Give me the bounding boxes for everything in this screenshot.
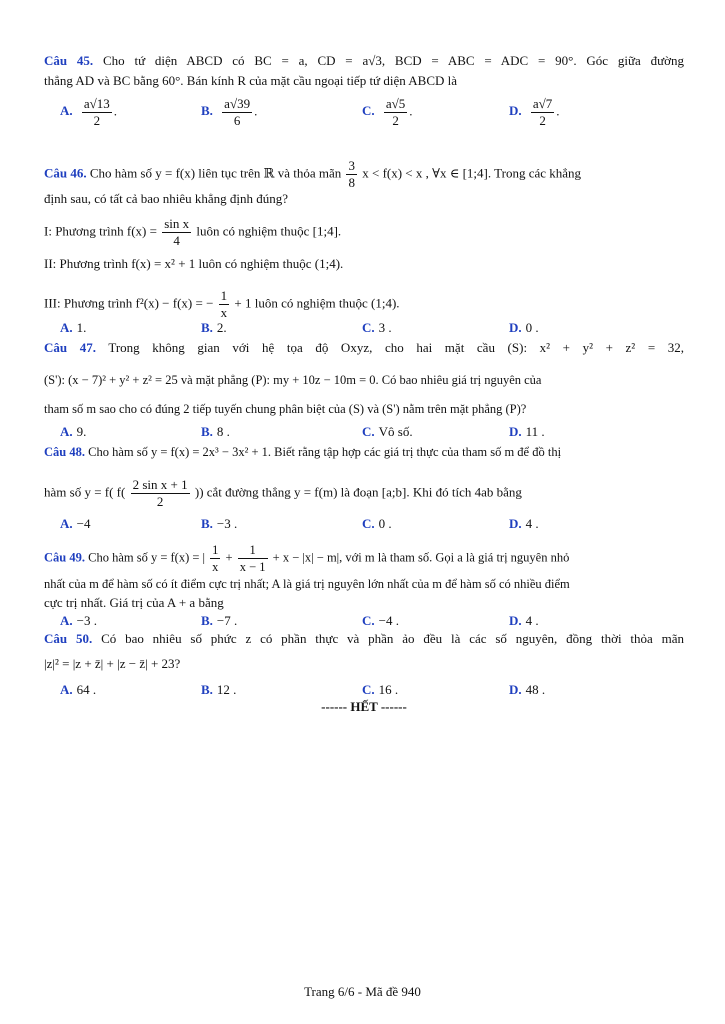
q49-option-c-letter: C. (362, 613, 375, 628)
q48-option-d-letter: D. (509, 516, 522, 531)
q49-text1a: Cho hàm số y = f(x) = | (88, 550, 206, 565)
q45-option-d-letter: D. (509, 103, 522, 119)
q46-statement-3 (44, 288, 684, 321)
q47-option-d-letter: D. (509, 424, 522, 439)
q46-option-d-letter: D. (509, 320, 522, 335)
q46-label: Câu 46. (44, 165, 87, 181)
q46-option-b (201, 318, 227, 338)
q46-s3-den: x (220, 305, 228, 320)
q47-label: Câu 47. (44, 340, 96, 355)
q46-s1-text-b: luôn có nghiệm thuộc [1;4]. (196, 223, 342, 239)
q50-option-c-letter: C. (362, 682, 375, 697)
q48-option-c-letter: C. (362, 516, 375, 531)
q48-line2 (44, 477, 684, 510)
q49-option-b-letter: B. (201, 613, 213, 628)
q45-option-d: D. $\frac{a√7}{2}$ . (509, 96, 560, 128)
q47-line1 (44, 338, 684, 358)
q50-option-d-text: 48 . (525, 682, 546, 697)
q45-option-a-letter: A. (60, 103, 73, 119)
q48-option-c (362, 514, 392, 534)
q46-text1b: x < f(x) < x , ∀x ∈ [1;4]. Trong các khẳng (362, 165, 582, 181)
q50-option-b (201, 680, 236, 700)
q47-option-a-letter: A. (60, 424, 73, 439)
q48-option-c-text: 0 . (378, 516, 392, 531)
q49-line3: cực trị nhất. Giá trị của A + a bằng (44, 595, 224, 610)
q49-option-a-text: −3 . (76, 613, 97, 628)
q45-d-den: 2 (539, 113, 546, 128)
q46-statement-2: II: Phương trình f(x) = x² + 1 luôn có nghiệm thuộc (1;4). (44, 256, 344, 271)
q47-option-d-text: 11 . (525, 424, 545, 439)
q49-frac1-num: 1 (212, 543, 219, 557)
q50-option-a-letter: A. (60, 682, 73, 697)
q46-option-d (509, 318, 539, 338)
q49-frac2-num: 1 (238, 542, 268, 559)
q45-d-num: a√7 (532, 96, 553, 111)
q46-s1-text-a: I: Phương trình f(x) = (44, 223, 157, 239)
q46-option-a-text: 1. (76, 320, 87, 335)
q45-option-b: B. $\frac{a√39}{6}$ . (201, 96, 258, 128)
q46-s3-text-b: + 1 luôn có nghiệm thuộc (1;4). (234, 295, 400, 311)
q45-option-d-frac (531, 96, 554, 129)
q49-frac-2 (238, 542, 268, 575)
q47-option-b-letter: B. (201, 424, 213, 439)
q46-option-c-text: 3 . (378, 320, 392, 335)
q49-option-c (362, 611, 399, 631)
q45-label: Câu 45. (44, 53, 94, 68)
q49-frac2-den: x − 1 (239, 560, 266, 574)
q47-line2: (S'): (x − 7)² + y² + z² = 25 và mặt phẳng (P): my + 10z − 10m = 0. Có bao nhiêu giá trị nguyên của (44, 373, 542, 387)
q45-b-num: a√39 (224, 96, 251, 111)
q50-option-a-text: 64 . (76, 682, 97, 697)
q45-text1: Cho tứ diện ABCD có BC = a, CD = a√3, BCD = ABC = ADC = 90°. Góc giữa đường (102, 53, 685, 68)
q48-text1: Cho hàm số y = f(x) = 2x³ − 3x² + 1. Biết rằng tập hợp các giá trị thực của tham số m để đồ thị (88, 445, 562, 459)
q48-option-b-text: −3 . (216, 516, 238, 531)
q48-option-d (509, 514, 539, 534)
q45-a-num: a√13 (83, 96, 110, 111)
q48-option-a-text: −4 (76, 516, 91, 531)
q48-option-b (201, 514, 237, 534)
q48-text2b: )) cắt đường thẳng y = f(m) là đoạn [a;b]. Khi đó tích 4ab bằng (194, 484, 522, 500)
q50-option-d (509, 680, 545, 700)
q46-option-a-letter: A. (60, 320, 73, 335)
q46-frac-den: 8 (348, 175, 355, 190)
q45-a-den: 2 (93, 113, 101, 128)
q46-statement-1 (44, 216, 684, 249)
q46-option-b-text: 2. (216, 320, 227, 335)
q45-option-c-frac (384, 96, 407, 129)
q49-line1 (44, 542, 684, 575)
q48-frac (131, 477, 190, 510)
q48-option-a-letter: A. (60, 516, 73, 531)
q49-option-a (60, 611, 97, 631)
q49-line2: nhất của m để hàm số có ít điểm cực trị nhất; A là giá trị nguyên lớn nhất của m để hàm số có nhiều điểm (44, 577, 570, 591)
q50-option-a (60, 680, 96, 700)
q48-option-d-text: 4 . (525, 516, 539, 531)
q46-line1 (44, 158, 684, 191)
q48-text2a: hàm số y = f( f( (44, 484, 126, 500)
q46-frac-num: 3 (348, 158, 355, 173)
q46-s3-num: 1 (220, 288, 228, 303)
q46-s1-den: 4 (173, 233, 180, 248)
q50-line2: |z|² = |z + z̄| + |z − z̄| + 23? (44, 656, 181, 671)
q45-b-den: 6 (233, 113, 241, 128)
q49-plus: + (225, 550, 233, 565)
q46-option-c-letter: C. (362, 320, 375, 335)
q49-option-d-letter: D. (509, 613, 522, 628)
q49-option-c-text: −4 . (378, 613, 399, 628)
q50-text1: Có bao nhiêu số phức z có phần thực và phần ảo đều là các số nguyên, đồng thời thỏa mãn (101, 631, 685, 646)
q50-label: Câu 50. (44, 631, 93, 646)
q48-line1 (44, 442, 684, 462)
q49-option-b-text: −7 . (216, 613, 238, 628)
q50-option-d-letter: D. (509, 682, 522, 697)
q49-option-a-letter: A. (60, 613, 73, 628)
q49-label: Câu 49. (44, 550, 85, 565)
q48-frac-num: 2 sin x + 1 (132, 477, 188, 492)
q46-s1-frac (162, 216, 191, 249)
q46-line2: định sau, có tất cả bao nhiêu khẳng định đúng? (44, 191, 289, 206)
q47-option-c-text: Vô số. (378, 424, 413, 439)
page-footer: Trang 6/6 - Mã đề 940 (304, 984, 421, 999)
q47-option-b (201, 422, 230, 442)
q49-frac1-den: x (212, 560, 219, 574)
q46-s1-num: sin x (164, 216, 190, 231)
q45-c-num: a√5 (385, 96, 406, 111)
q46-text1a: Cho hàm số y = f(x) liên tục trên ℝ và thỏa mãn (89, 165, 342, 181)
q47-option-c (362, 422, 413, 442)
q45-option-a: A. $\frac{a√13}{2}$ . (60, 96, 118, 128)
q46-option-a (60, 318, 86, 338)
q50-line1 (44, 629, 684, 649)
q48-label: Câu 48. (44, 445, 85, 459)
q45-option-b-frac (222, 96, 252, 129)
q45-option-b-letter: B. (201, 103, 213, 119)
q48-frac-den: 2 (156, 494, 164, 509)
q50-option-b-letter: B. (201, 682, 213, 697)
q46-option-c (362, 318, 392, 338)
q47-text1: Trong không gian với hệ tọa độ Oxyz, cho hai mặt cầu (S): x² + y² + z² = 32, (108, 340, 685, 355)
q46-option-d-text: 0 . (525, 320, 539, 335)
q47-option-d (509, 422, 545, 442)
q45-line1 (44, 51, 684, 71)
q50-option-c-text: 16 . (378, 682, 399, 697)
q46-s3-frac (219, 288, 230, 321)
q45-option-c: C. $\frac{a√5}{2}$ . (362, 96, 413, 128)
q49-frac-1 (210, 542, 220, 575)
q48-option-a (60, 514, 90, 534)
q46-option-b-letter: B. (201, 320, 213, 335)
q46-s3-text-a: III: Phương trình f²(x) − f(x) = − (44, 295, 214, 311)
q50-option-c (362, 680, 398, 700)
q45-c-den: 2 (392, 113, 399, 128)
q45-line2: thẳng AD và BC bằng 60°. Bán kính R của mặt cầu ngoại tiếp tứ diện ABCD là (44, 73, 458, 88)
q50-option-b-text: 12 . (216, 682, 237, 697)
q47-option-b-text: 8 . (216, 424, 230, 439)
q48-option-b-letter: B. (201, 516, 213, 531)
q47-option-a-text: 9. (76, 424, 87, 439)
q45-option-c-letter: C. (362, 103, 375, 119)
q47-option-a (60, 422, 86, 442)
q45-option-a-frac (82, 96, 112, 129)
q49-option-b (201, 611, 237, 631)
q46-frac (346, 158, 357, 191)
end-of-exam-mark: ------ HẾT ------ (321, 699, 407, 714)
q47-option-c-letter: C. (362, 424, 375, 439)
q49-option-d (509, 611, 539, 631)
q49-option-d-text: 4 . (525, 613, 539, 628)
q49-text1b: + x − |x| − m|, với m là tham số. Gọi a là giá trị nguyên nhỏ (272, 550, 570, 565)
q47-line3: tham số m sao cho có đúng 2 tiếp tuyến chung phân biệt của (S) và (S') nằm trên mặt phẳng (P)? (44, 402, 527, 416)
